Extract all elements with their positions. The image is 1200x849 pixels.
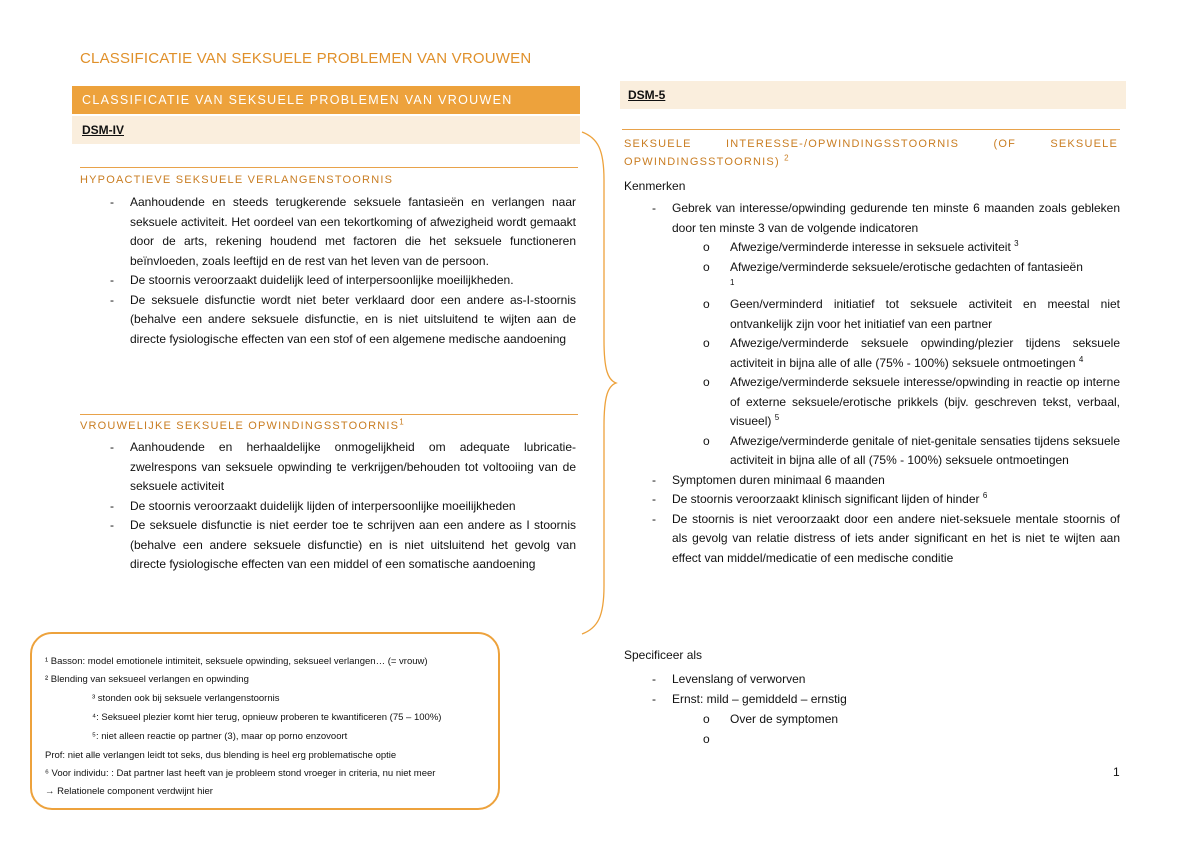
specificeer-label: Specificeer als	[624, 648, 703, 662]
specifier-list	[644, 670, 1114, 709]
dsm5-heading-line2	[624, 153, 790, 168]
section1-heading: HYPOACTIEVE SEKSUELE VERLANGENSTOORNIS	[80, 174, 394, 186]
dsm5-heading-rule	[622, 129, 1120, 130]
footnote-3: ³ stonden ook bij seksuele verlangenstoornis	[92, 693, 280, 704]
criterion-sup: 6	[982, 491, 988, 500]
dsm5-heading-line2-text: OPWINDINGSSTOORNIS)	[624, 156, 780, 168]
specifier-sublist	[703, 710, 1103, 730]
list-item: - De seksuele disfunctie is niet eerder toe te schrijven aan een andere as I stoornis (behalve een andere seksuele disfunctie) en is niet uitsluitend het gevolg van directe fysiologische effecten van een middel of een somatische aandoening	[102, 516, 576, 575]
dsm5-heading-word: SEKSUELE	[624, 138, 692, 150]
criterion-main: - Symptomen duren minimaal 6 maanden	[644, 471, 1120, 491]
footnote-4: ⁴: Seksueel plezier komt hier terug, opnieuw proberen te kwantificeren (75 – 100%)	[92, 712, 442, 723]
dsm4-band	[72, 116, 580, 144]
dsm5-heading-word: INTERESSE-/OPWINDINGSSTOORNIS	[725, 138, 960, 150]
indicator-sup: 1	[730, 278, 735, 287]
footnote-arrow: → Relationele component verdwijnt hier	[45, 786, 213, 797]
indicator-sup: 5	[774, 413, 780, 422]
indicator-text: Geen/verminderd initiatief tot seksuele activiteit en meestal niet ontvankelijk zijn voor het initiatief van een partner	[730, 297, 1120, 331]
footnote-6: ⁶ Voor individu: : Dat partner last heeft van je probleem stond vroeger in criteria, nu niet meer	[45, 768, 436, 779]
page-title: CLASSIFICATIE VAN SEKSUELE PROBLEMEN VAN VROUWEN	[80, 50, 532, 67]
criterion-main: - De stoornis is niet veroorzaakt door een andere niet-seksuele mentale stoornis of als gevolg van relatie distress of iets ander significant en het is niet te wijten aan effect van middel/medicatie of een medische conditie	[644, 510, 1120, 569]
footnote-2: ² Blending van seksueel verlangen en opwinding	[45, 674, 249, 685]
indicator-item	[703, 432, 1120, 471]
indicator-text: Afwezige/verminderde genitale of niet-genitale sensaties tijdens seksuele activiteit in bijna alle of all (75% - 100%) seksuele ontmoetingen	[730, 433, 1120, 467]
indicator-text: Afwezige/verminderde seksuele/erotische gedachten of fantasieën	[730, 259, 1083, 274]
dsm5-label: DSM-5	[628, 88, 666, 102]
dsm5-heading-line1	[624, 138, 1118, 150]
specifier-item: - Levenslang of verworven	[644, 670, 1114, 690]
indicator-item	[703, 295, 1120, 334]
curly-brace-connector	[580, 130, 620, 636]
section1-rule	[80, 167, 578, 168]
section2-list	[102, 438, 576, 575]
indicator-item	[703, 373, 1120, 432]
indicator-text: Afwezige/verminderde seksuele opwinding/plezier tijdens seksuele activiteit in bijna alle of alle (75% - 100%) seksuele ontmoetingen	[730, 336, 1120, 370]
section2-heading-text: VROUWELIJKE SEKSUELE OPWINDINGSSTOORNIS	[80, 420, 400, 432]
section2-heading	[80, 417, 405, 432]
section2-rule	[80, 414, 578, 415]
dsm5-heading-sup: 2	[784, 153, 790, 163]
criteria-list-top	[622, 199, 1120, 238]
dsm5-heading-word: (OF	[993, 138, 1017, 150]
indicator-item	[703, 258, 1120, 290]
criterion-main: - Gebrek van interesse/opwinding gedurende ten minste 6 maanden zoals gebleken door ten minste 3 van de volgende indicatoren	[644, 199, 1120, 238]
list-item: - De stoornis veroorzaakt duidelijk leed of interpersoonlijke moeilijkheden.	[102, 271, 576, 291]
indicator-item	[703, 334, 1120, 373]
left-banner-text: CLASSIFICATIE VAN SEKSUELE PROBLEMEN VAN VROUWEN	[82, 93, 513, 107]
indicator-sup: 3	[1014, 239, 1019, 248]
list-item: - De seksuele disfunctie wordt niet beter verklaard door een andere as-I-stoornis (behalve een andere seksuele disfunctie, en is niet uitsluitend te wijten aan de directe fysiologische effecten van een stof of een algemene medische aandoening	[102, 291, 576, 350]
list-item: - Aanhoudende en herhaaldelijke onmogelijkheid om adequate lubricatie-zwelrespons van seksuele opwinding te verkrijgen/behouden tot voltooiing van de seksuele activiteit	[102, 438, 576, 497]
indicator-sup: 4	[1078, 354, 1084, 364]
list-item: - De stoornis veroorzaakt duidelijk lijden of interpersoonlijke moeilijkheden	[102, 497, 576, 517]
section1-list	[102, 193, 576, 349]
indicator-text: Afwezige/verminderde interesse in seksuele activiteit	[730, 240, 1011, 254]
indicator-item	[703, 238, 1120, 258]
dsm4-label: DSM-IV	[82, 123, 124, 137]
criterion-main	[644, 490, 1120, 510]
left-banner	[72, 86, 580, 114]
footnote-prof: Prof: niet alle verlangen leidt tot seks, dus blending is heel erg problematische optie	[45, 750, 397, 761]
indicator-list	[703, 238, 1120, 471]
page-number: 1	[1113, 765, 1120, 779]
footnote-5: ⁵: niet alleen reactie op partner (3), maar op porno enzovoort	[92, 731, 348, 742]
criterion-text: De stoornis veroorzaakt klinisch significant lijden of hinder	[672, 492, 980, 506]
kenmerken-label: Kenmerken	[624, 179, 686, 193]
list-item: - Aanhoudende en steeds terugkerende seksuele fantasieën en verlangen naar seksuele activiteit. Het oordeel van een tekortkoming of afwezigheid wordt gemaakt door de arts, rekening houdend met factoren die het seksuele functioneren beïnvloeden, zoals leeftijd en de rest van het leven van de persoon.	[102, 193, 576, 271]
footnote-1: ¹ Basson: model emotionele intimiteit, seksuele opwinding, seksueel verlangen… (= vrouw)	[45, 656, 428, 667]
dsm5-criteria	[622, 199, 1120, 568]
specifier-subitem: o Over de symptomen	[703, 710, 1103, 730]
dsm5-heading-word: SEKSUELE	[1050, 138, 1118, 150]
criteria-list-bottom	[622, 471, 1120, 569]
specifier-item: - Ernst: mild – gemiddeld – ernstig	[644, 690, 1114, 710]
section2-heading-sup: 1	[399, 417, 405, 427]
indicator-text: Afwezige/verminderde seksuele interesse/opwinding in reactie op interne of externe seksuele/erotische prikkels (bijv. geschreven tekst, verbaal, visueel)	[730, 375, 1120, 428]
dsm5-band	[620, 81, 1126, 109]
